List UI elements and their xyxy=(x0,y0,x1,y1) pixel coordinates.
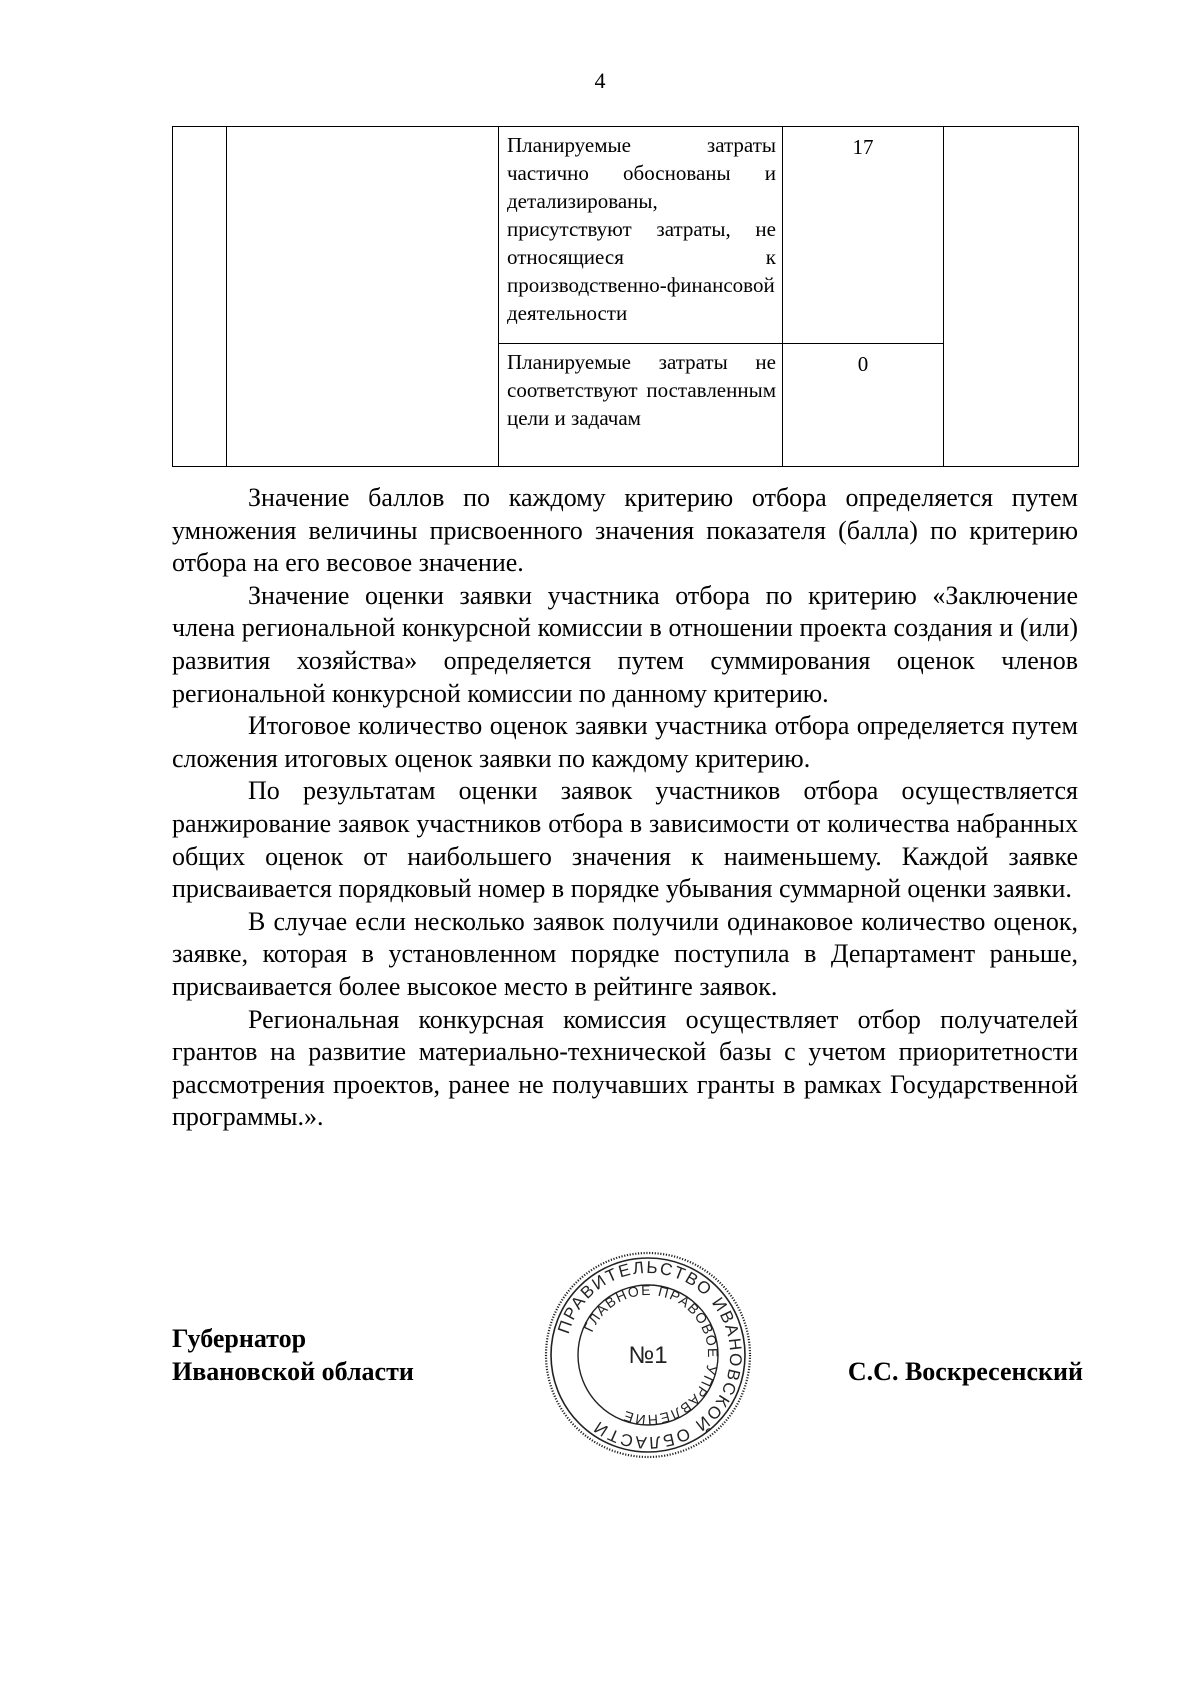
body-text xyxy=(172,482,1078,1134)
paragraph: Значение баллов по каждому критерию отбора определяется путем умножения величины присвоенного значения показателя (балла) по критерию отбора на его весовое значение. xyxy=(172,483,1078,578)
page-number: 4 xyxy=(594,68,606,93)
criteria-table xyxy=(172,126,1079,467)
table-cell-score: 0 xyxy=(783,344,944,467)
table-cell-description: Планируемые затраты не соответствуют поставленным цели и задачам xyxy=(499,344,783,467)
table-row xyxy=(173,127,1079,344)
paragraph: Значение оценки заявки участника отбора по критерию «Заключение члена региональной конкурсной комиссии в отношении проекта создания и (или) развития хозяйства» определяется путем суммирования оценок членов региональной конкурсной комиссии по данному критерию. xyxy=(172,580,1078,708)
official-stamp-seal xyxy=(543,1250,753,1460)
paragraph: Региональная конкурсная комиссия осуществляет отбор получателей грантов на развитие материально-технической базы с учетом приоритетности рассмотрения проектов, ранее не получавших гранты в рамках Государственной программы.». xyxy=(172,1004,1078,1132)
signature-name: С.С. Воскресенский xyxy=(847,1357,1083,1386)
table-cell-score: 17 xyxy=(783,127,944,344)
stamp-inner-text: ГЛАВНОЕ ПРАВОВОЕ УПРАВЛЕНИЕ xyxy=(580,1281,722,1429)
stamp-number: №1 xyxy=(628,1342,668,1369)
table-cell-description: Планируемые затраты частично обоснованы и детализированы, присутствуют затраты, не относящиеся к производственно-финансовой деятельности xyxy=(499,127,783,344)
paragraph: По результатам оценки заявок участников отбора осуществляется ранжирование заявок участников отбора в зависимости от количества набранных общих оценок от наибольшего значения к наименьшему. Каждой заявке присваивается порядковый номер в порядке убывания суммарной оценки заявки. xyxy=(172,776,1078,904)
table-cell-number xyxy=(173,127,227,467)
signature-title-line: Ивановской области xyxy=(172,1357,414,1386)
stamp-outer-text: ПРАВИТЕЛЬСТВО ИВАНОВСКОЙ ОБЛАСТИ xyxy=(554,1257,746,1453)
paragraph: Итоговое количество оценок заявки участника отбора определяется путем сложения итоговых оценок заявки по каждому критерию. xyxy=(172,711,1078,773)
signature-title-line: Губернатор xyxy=(172,1324,307,1353)
paragraph: В случае если несколько заявок получили одинаковое количество оценок, заявке, которая в установленном порядке поступила в Департамент раньше, присваивается более высокое место в рейтинге заявок. xyxy=(172,906,1078,1001)
table-cell-criterion xyxy=(227,127,499,467)
signature-title xyxy=(172,1322,414,1388)
table-cell-weight xyxy=(944,127,1079,467)
